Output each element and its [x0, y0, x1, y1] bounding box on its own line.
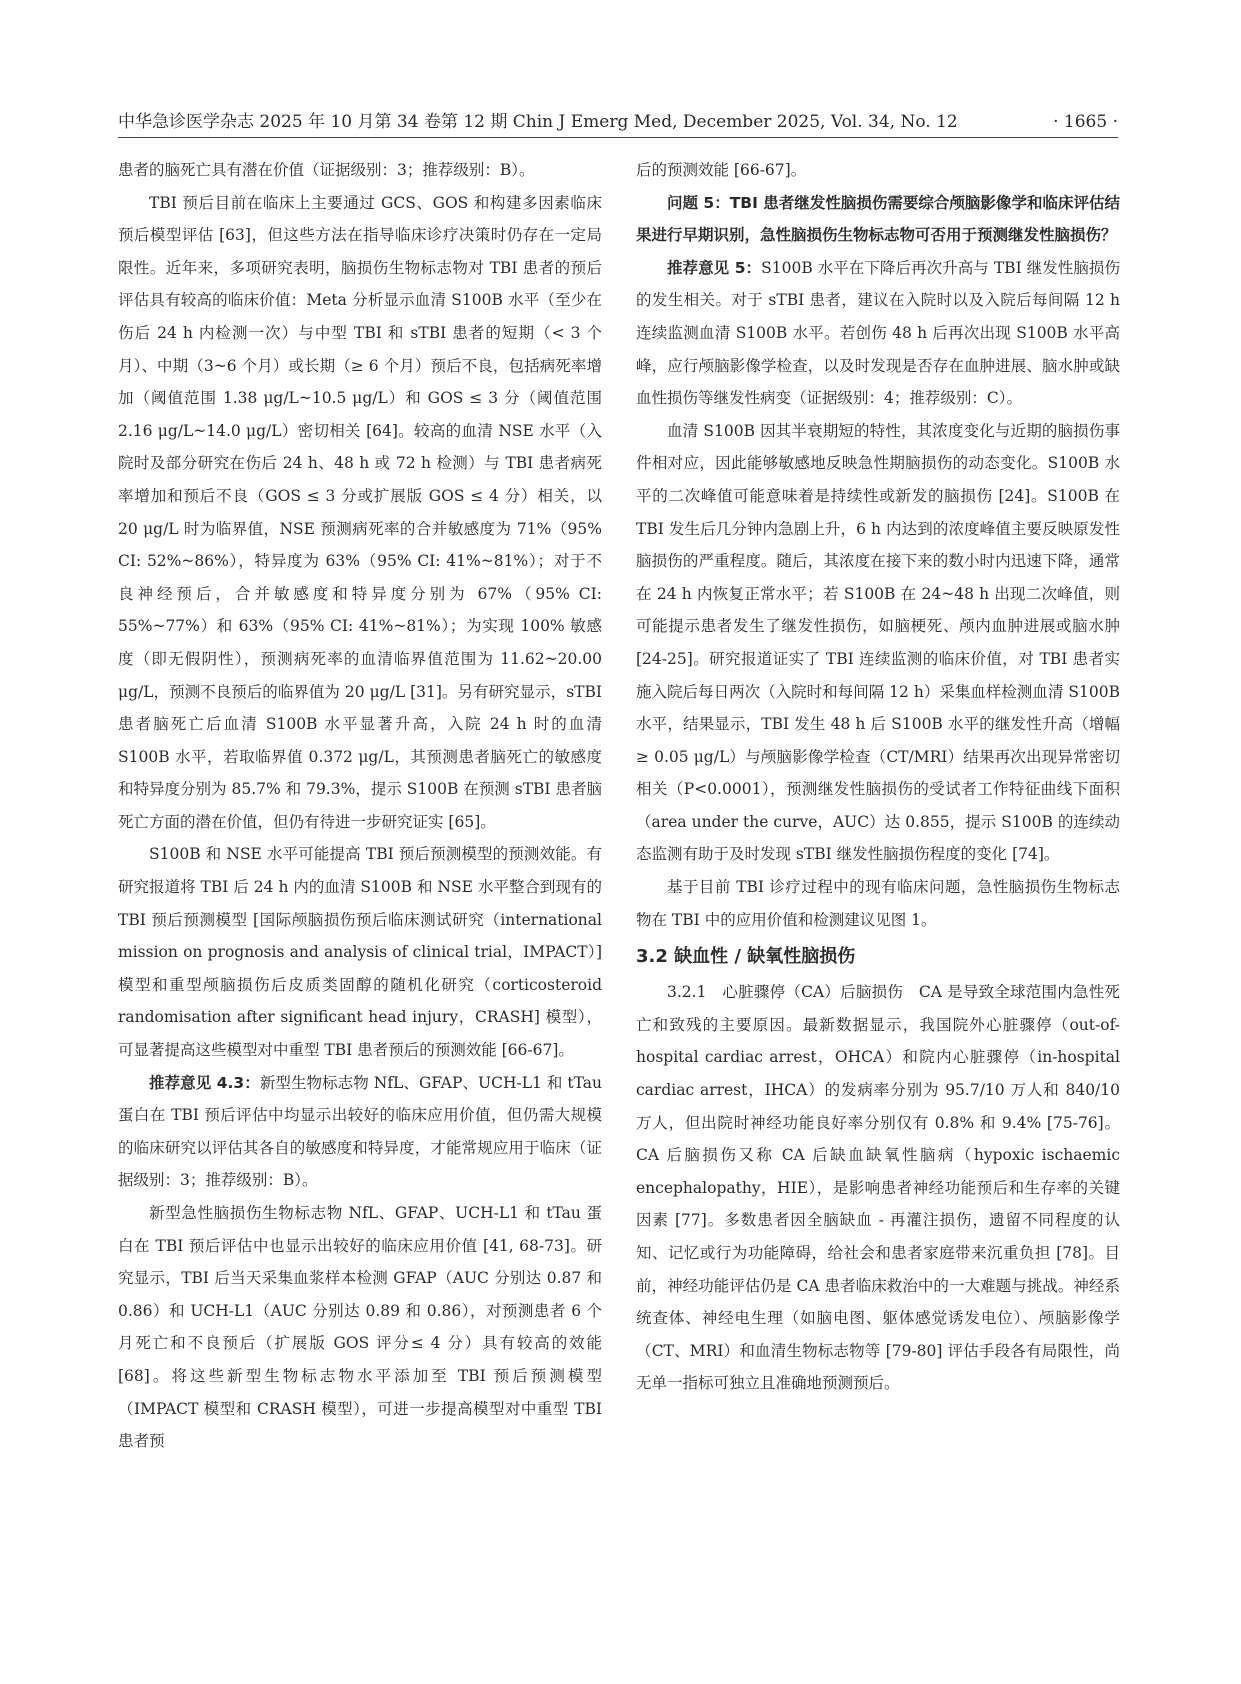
paragraph: 患者的脑死亡具有潜在价值（证据级别：3；推荐级别：B）。: [118, 161, 535, 179]
recommendation-label: 推荐意见 4.3：: [149, 1073, 260, 1092]
recommendation-text: S100B 水平在下降后再次升高与 TBI 继发性脑损伤的发生相关。对于 sTBI 患者，建议在入院时以及入院后每间隔 12 h 连续监测血清 S100B 水平。若创伤 48 h 后再次出现 S100B 水平高峰，应行颅脑影像学检查，以及时发现是否存在血肿进展、脑水肿或缺血性损伤等继发性病变（证据级别：4；推荐级别：C）。: [636, 258, 1120, 408]
paragraph: S100B 和 NSE 水平可能提高 TBI 预后预测模型的预测效能。有研究报道将 TBI 后 24 h 内的血清 S100B 和 NSE 水平整合到现有的 TBI 预后预测模型 [国际颅脑损伤预后临床测试研究（international mission on prognosis and analysis of clinical trial，IMPACT）] 模型和重型颅脑损伤后皮质类固醇的随机化研究（corticosteroid randomisation after significant head injury，CRASH] 模型），可显著提高这些模型对中重型 TBI 患者预后的预测效能 [66-67]。: [118, 845, 602, 1060]
question-label: 问题 5：: [667, 193, 730, 212]
paragraph: TBI 预后目前在临床上主要通过 GCS、GOS 和构建多因素临床预后模型评估 [63]，但这些方法在指导临床诊疗决策时仍存在一定局限性。近年来，多项研究表明，脑损伤生物标志物对 TBI 患者的预后评估具有较高的临床价值：Meta 分析显示血清 S100B 水平（至少在伤后 24 h 内检测一次）与中型 TBI 和 sTBI 患者的短期（< 3 个月）、中期（3~6 个月）或长期（≥ 6 个月）预后不良，包括病死率增加（阈值范围 1.38 μg/L~10.5 μg/L）和 GOS ≤ 3 分（阈值范围 2.16 μg/L~14.0 μg/L）密切相关 [64]。较高的血清 NSE 水平（入院时及部分研究在伤后 24 h、48 h 或 72 h 检测）与 TBI 患者病死率增加和预后不良（GOS ≤ 3 分或扩展版 GOS ≤ 4 分）相关，以 20 μg/L 时为临界值，NSE 预测病死率的合并敏感度为 71%（95% CI: 52%~86%），特异度为 63%（95% CI: 41%~81%）；对于不良神经预后，合并敏感度和特异度分别为 67%（95% CI: 55%~77%）和 63%（95% CI: 41%~81%）；为实现 100% 敏感度（即无假阴性），预测病死率的血清临界值范围为 11.62~20.00 μg/L，预测不良预后的临界值为 20 μg/L [31]。另有研究显示，sTBI 患者脑死亡后血清 S100B 水平显著升高，入院 24 h 时的血清 S100B 水平，若取临界值 0.372 μg/L，其预测患者脑死亡的敏感度和特异度分别为 85.7% 和 79.3%，提示 S100B 在预测 sTBI 患者脑死亡方面的潜在价值，但仍有待进一步研究证实 [65]。: [118, 193, 602, 831]
page-number: · 1665 ·: [1053, 112, 1118, 132]
question-5: [636, 187, 1120, 252]
paragraph: 后的预测效能 [66-67]。: [636, 161, 807, 179]
header-rule: [118, 137, 1118, 138]
running-header: [118, 110, 1118, 138]
right-column: [636, 154, 1120, 1400]
section-heading: 3.2 缺血性 / 缺氧性脑损伤: [636, 946, 856, 968]
recommendation-4-3: [118, 1067, 602, 1197]
recommendation-5: [636, 252, 1120, 415]
paragraph: 基于目前 TBI 诊疗过程中的现有临床问题，急性脑损伤生物标志物在 TBI 中的应用价值和检测建议见图 1。: [636, 878, 1120, 929]
paragraph: 3.2.1 心脏骤停（CA）后脑损伤 CA 是导致全球范围内急性死亡和致残的主要原因。最新数据显示，我国院外心脏骤停（out-of-hospital cardiac arrest，OHCA）和院内心脏骤停（in-hospital cardiac arrest，IHCA）的发病率分别为 95.7/10 万人和 840/10 万人，但出院时神经功能良好率分别仅有 0.8% 和 9.4% [75-76]。CA 后脑损伤又称 CA 后缺血缺氧性脑病（hypoxic ischaemic encephalopathy，HIE），是影响患者神经功能预后和生存率的关键因素 [77]。多数患者因全脑缺血 - 再灌注损伤，遗留不同程度的认知、记忆或行为功能障碍，给社会和患者家庭带来沉重负担 [78]。目前，神经功能评估仍是 CA 患者临床救治中的一大难题与挑战。神经系统查体、神经电生理（如脑电图、躯体感觉诱发电位）、颅脑影像学（CT、MRI）和血清生物标志物等 [79-80] 评估手段各有局限性，尚无单一指标可独立且准确地预测预后。: [636, 983, 1120, 1393]
paragraph: 新型急性脑损伤生物标志物 NfL、GFAP、UCH-L1 和 tTau 蛋白在 TBI 预后评估中也显示出较好的临床应用价值 [41, 68-73]。研究显示，TBI 后当天采集血浆样本检测 GFAP（AUC 分别达 0.87 和 0.86）和 UCH-L1（AUC 分别达 0.89 和 0.86），对预测患者 6 个月死亡和不良预后（扩展版 GOS 评分≤ 4 分）具有较高的效能 [68]。将这些新型生物标志物水平添加至 TBI 预后预测模型（IMPACT 模型和 CRASH 模型），可进一步提高模型对中重型 TBI 患者预: [118, 1204, 602, 1451]
question-text: TBI 患者继发性脑损伤需要综合颅脑影像学和临床评估结果进行早期识别，急性脑损伤生物标志物可否用于预测继发性脑损伤？: [636, 193, 1120, 245]
recommendation-label: 推荐意见 5：: [667, 258, 762, 277]
paragraph: 血清 S100B 因其半衰期短的特性，其浓度变化与近期的脑损伤事件相对应，因此能够敏感地反映急性期脑损伤的动态变化。S100B 水平的二次峰值可能意味着是持续性或新发的脑损伤 [24]。S100B 在 TBI 发生后几分钟内急剧上升，6 h 内达到的浓度峰值主要反映原发性脑损伤的严重程度。随后，其浓度在接下来的数小时内迅速下降，通常在 24 h 内恢复正常水平；若 S100B 在 24~48 h 出现二次峰值，则可能提示患者发生了继发性损伤，如脑梗死、颅内血肿进展或脑水肿 [24-25]。研究报道证实了 TBI 连续监测的临床价值，对 TBI 患者实施入院后每日两次（入院时和每间隔 12 h）采集血样检测血清 S100B 水平，结果显示，TBI 发生 48 h 后 S100B 水平的继发性升高（增幅≥ 0.05 μg/L）与颅脑影像学检查（CT/MRI）结果再次出现异常密切相关（P<0.0001），预测继发性脑损伤的受试者工作特征曲线下面积（area under the curve，AUC）达 0.855，提示 S100B 的连续动态监测有助于及时发现 sTBI 继发性脑损伤程度的变化 [74]。: [636, 421, 1120, 864]
recommendation-text: 新型生物标志物 NfL、GFAP、UCH-L1 和 tTau 蛋白在 TBI 预后评估中均显示出较好的临床应用价值，但仍需大规模的临床研究以评估其各自的敏感度和特异度，才能常规应用于临床（证据级别：3；推荐级别：B）。: [118, 1073, 602, 1190]
journal-citation: 中华急诊医学杂志 2025 年 10 月第 34 卷第 12 期 Chin J Emerg Med, December 2025, Vol. 34, No. 12: [118, 112, 958, 132]
left-column: [118, 154, 602, 1458]
